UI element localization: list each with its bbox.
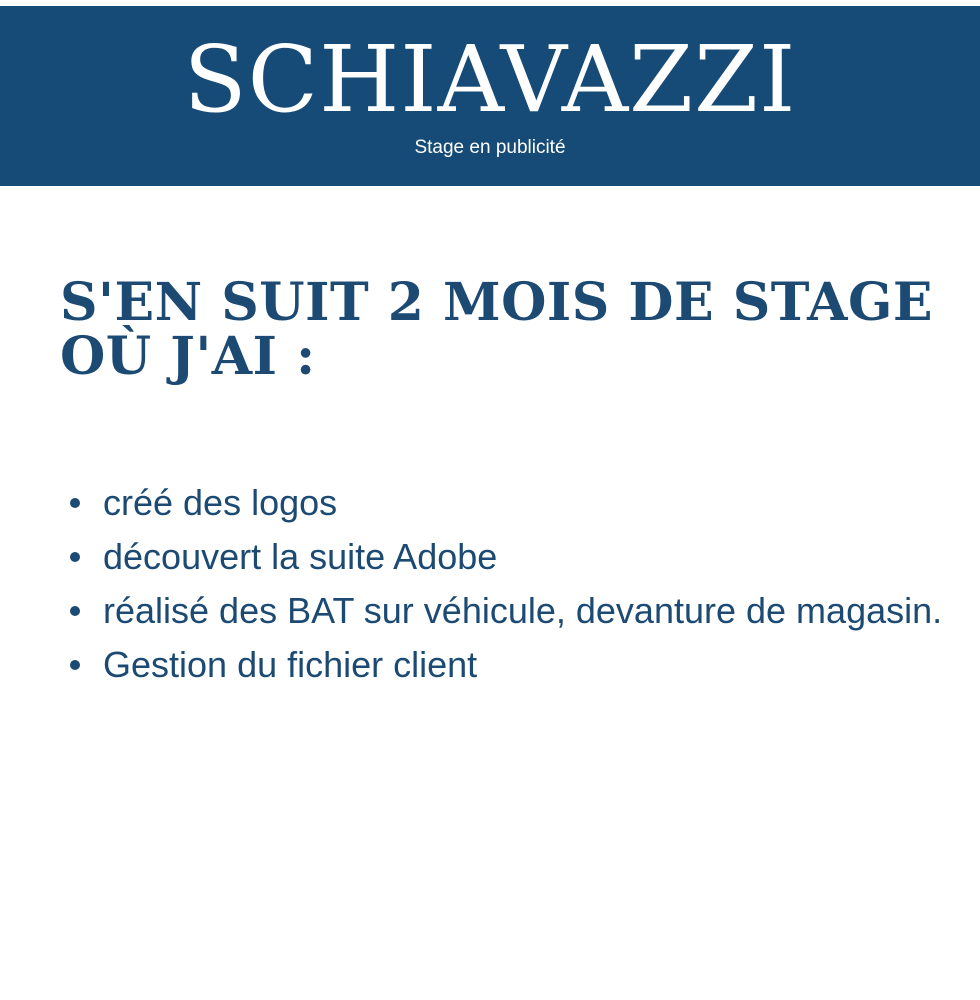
heading-line-2: OÙ J'AI :	[60, 326, 316, 387]
list-item	[66, 476, 946, 530]
bullet-icon	[70, 498, 80, 508]
task-text: découvert la suite Adobe	[103, 536, 498, 577]
list-item	[66, 638, 946, 692]
brand-title: SCHIAVAZZI	[183, 26, 797, 133]
task-list	[66, 476, 946, 692]
bullet-icon	[70, 552, 80, 562]
task-text: Gestion du fichier client	[103, 644, 478, 685]
bullet-icon	[70, 660, 80, 670]
bullet-icon	[70, 606, 80, 616]
header-banner	[0, 6, 980, 186]
list-item	[66, 584, 946, 638]
section-heading	[60, 272, 940, 387]
list-item	[66, 530, 946, 584]
heading-line-1: S'EN SUIT 2 MOIS DE STAGE	[60, 272, 934, 333]
task-text: réalisé des BAT sur véhicule, devanture de magasin.	[103, 590, 943, 631]
task-text: créé des logos	[103, 482, 338, 523]
header-subtitle: Stage en publicité	[414, 137, 566, 158]
